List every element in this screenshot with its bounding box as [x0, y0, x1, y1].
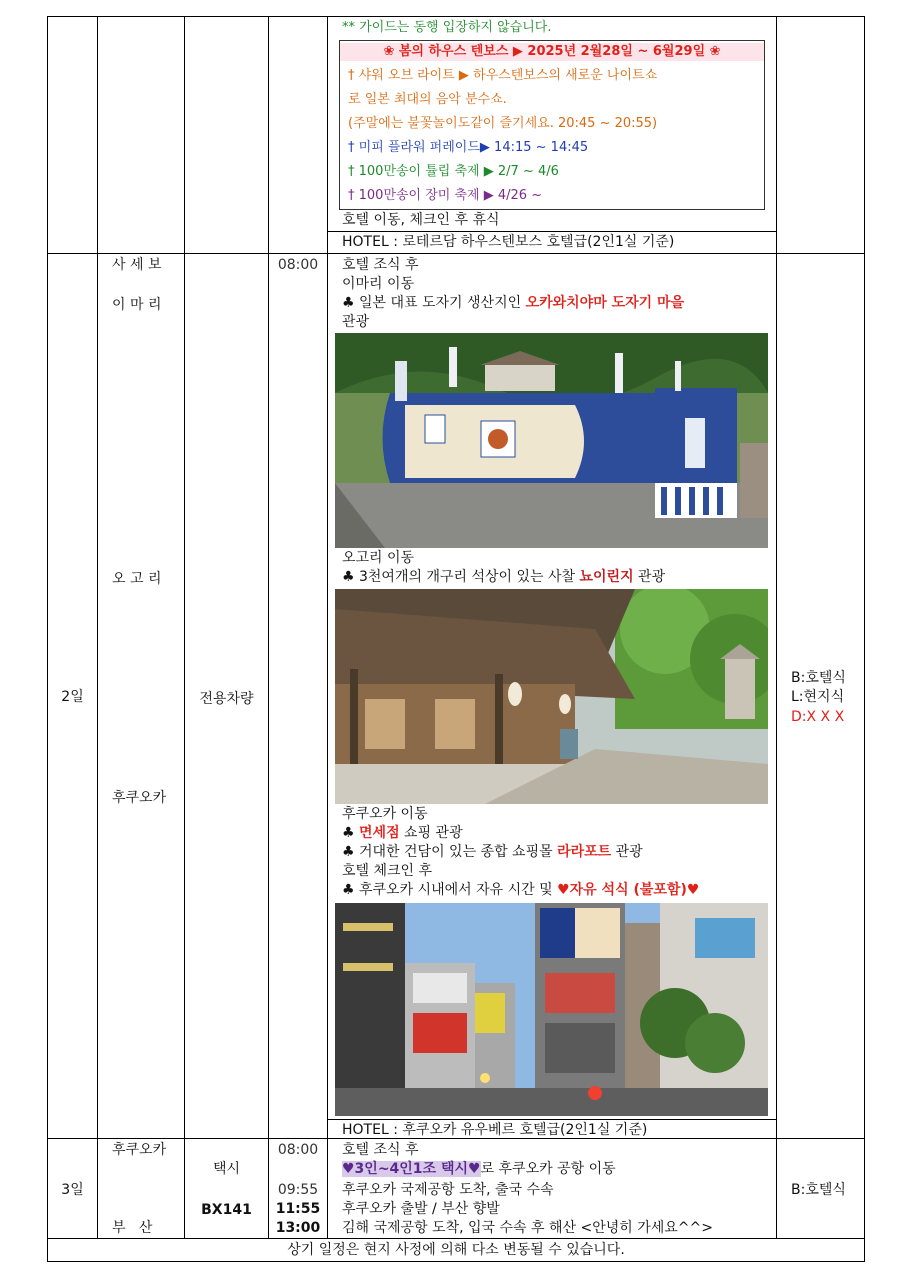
- footer-note: 상기 일정은 현지 사정에 의해 다소 변동될 수 있습니다.: [287, 1242, 625, 1258]
- day3-gimhae-arrival: 김해 국제공항 도착, 입국 수속 후 해산 <안녕히 가세요^^>: [342, 1220, 713, 1236]
- event-line-music-fountain: 로 일본 최대의 음악 분수쇼.: [348, 92, 507, 107]
- lalaport-post: 관광: [611, 844, 643, 860]
- day1-hotel: HOTEL : 로테르담 하우스텐보스 호텔급(2인1실 기준): [342, 234, 675, 250]
- day2-meal-lunch: L:현지식: [791, 689, 845, 705]
- day2-breakfast: 호텔 조식 후: [342, 257, 419, 273]
- porcelain-bridge-photo: [335, 333, 768, 548]
- day3-time-1155: 11:55: [275, 1201, 321, 1217]
- event-box-title: ❀ 봄의 하우스 텐보스 ▶ 2025년 2월28일 ~ 6월29일 ❀: [340, 43, 764, 61]
- event-line-fireworks: (주말에는 불꽃놀이도같이 즐기세요. 20:45 ~ 20:55): [348, 116, 658, 131]
- day2-place-fukuoka: 후쿠오카: [112, 790, 167, 806]
- day2-meal-dinner: D:X X X: [791, 709, 845, 725]
- event-line-rose-festival: † 100만송이 장미 축제 ▶ 4/26 ~: [348, 188, 543, 203]
- day3-label: 3일: [61, 1182, 84, 1198]
- event-line-tulip-festival: † 100만송이 튤립 축제 ▶ 2/7 ~ 4/6: [348, 164, 559, 179]
- day3-breakfast: 호텔 조식 후: [342, 1142, 419, 1158]
- day2-duty-free: [342, 824, 463, 842]
- okawachiyama-highlight: 오카와치야마 도자기 마을: [525, 295, 685, 311]
- duty-free-post: 쇼핑 관광: [399, 825, 463, 841]
- huis-ten-bosch-event-box: [339, 40, 765, 210]
- event-line-shower-of-light: † 샤워 오브 라이트 ▶ 하우스텐보스의 새로운 나이트쇼: [348, 68, 658, 83]
- day3-transport-taxi: 택시: [212, 1161, 241, 1177]
- day2-meal-breakfast: B:호텔식: [791, 670, 846, 686]
- duty-free-highlight: 면세점: [359, 825, 400, 841]
- day3-time-0800: 08:00: [277, 1142, 319, 1158]
- day2-sightseeing: 관광: [342, 314, 370, 330]
- day2-label: 2일: [61, 689, 84, 705]
- free-dinner-highlight: ♥자유 석식 (불포함)♥: [557, 882, 700, 898]
- day2-place-ogori: 오 고 리: [112, 571, 162, 587]
- fukuoka-street-photo: [335, 903, 768, 1116]
- nyoirinji-text: ♣ 3천여개의 개구리 석상이 있는 사찰: [342, 569, 580, 585]
- day3-time-1300: 13:00: [275, 1220, 321, 1236]
- nyoirinji-temple-photo: [335, 589, 768, 804]
- day3-meal-breakfast: B:호텔식: [791, 1182, 846, 1198]
- day3-place-busan: 부 산: [112, 1220, 153, 1236]
- duty-free-club: ♣: [342, 825, 360, 841]
- okawachiyama-text: ♣ 일본 대표 도자기 생산지인: [342, 295, 526, 311]
- day3-departure: 후쿠오카 출발 / 부산 향발: [342, 1201, 500, 1217]
- day3-airport-arrival: 후쿠오카 국제공항 도착, 출국 수속: [342, 1182, 554, 1198]
- day2-place-imari: 이 마 리: [112, 297, 162, 313]
- nyoirinji-post: 관광: [633, 569, 666, 585]
- day2-fukuoka-move: 후쿠오카 이동: [342, 806, 428, 822]
- day2-transport: 전용차량: [199, 691, 254, 707]
- taxi-text: 로 후쿠오카 공항 이동: [480, 1161, 616, 1177]
- taxi-highlight: ♥3인~4인1조 택시♥: [342, 1161, 481, 1177]
- day2-time: 08:00: [277, 257, 319, 273]
- day2-free-time: [342, 881, 699, 899]
- day2-hotel: HOTEL : 후쿠오카 유우베르 호텔급(2인1실 기준): [342, 1122, 648, 1138]
- free-time-text: ♣ 후쿠오카 시내에서 자유 시간 및: [342, 882, 558, 898]
- day3-place-fukuoka: 후쿠오카: [112, 1142, 167, 1158]
- day2-imari-move: 이마리 이동: [342, 276, 415, 292]
- day1-after-box: 호텔 이동, 체크인 후 휴식: [342, 212, 500, 228]
- day3-taxi: [342, 1160, 616, 1178]
- lalaport-highlight: 라라포트: [557, 844, 612, 860]
- day3-time-0955: 09:55: [277, 1182, 319, 1198]
- day2-lalaport: [342, 843, 643, 861]
- day2-okawachiyama: [342, 294, 684, 312]
- guide-note: ** 가이드는 동행 입장하지 않습니다.: [342, 20, 552, 35]
- day2-place-sasebo: 사 세 보: [112, 257, 162, 273]
- day2-ogori-move: 오고리 이동: [342, 550, 415, 566]
- day2-hotel-checkin: 호텔 체크인 후: [342, 863, 433, 879]
- event-line-miffy-parade: † 미피 플라워 퍼레이드▶ 14:15 ~ 14:45: [348, 140, 589, 155]
- day3-flight-number: BX141: [201, 1202, 252, 1218]
- day2-nyoirinji: [342, 568, 665, 586]
- lalaport-text: ♣ 거대한 건담이 있는 종합 쇼핑몰: [342, 844, 558, 860]
- nyoirinji-highlight: 뇨이린지: [579, 569, 634, 585]
